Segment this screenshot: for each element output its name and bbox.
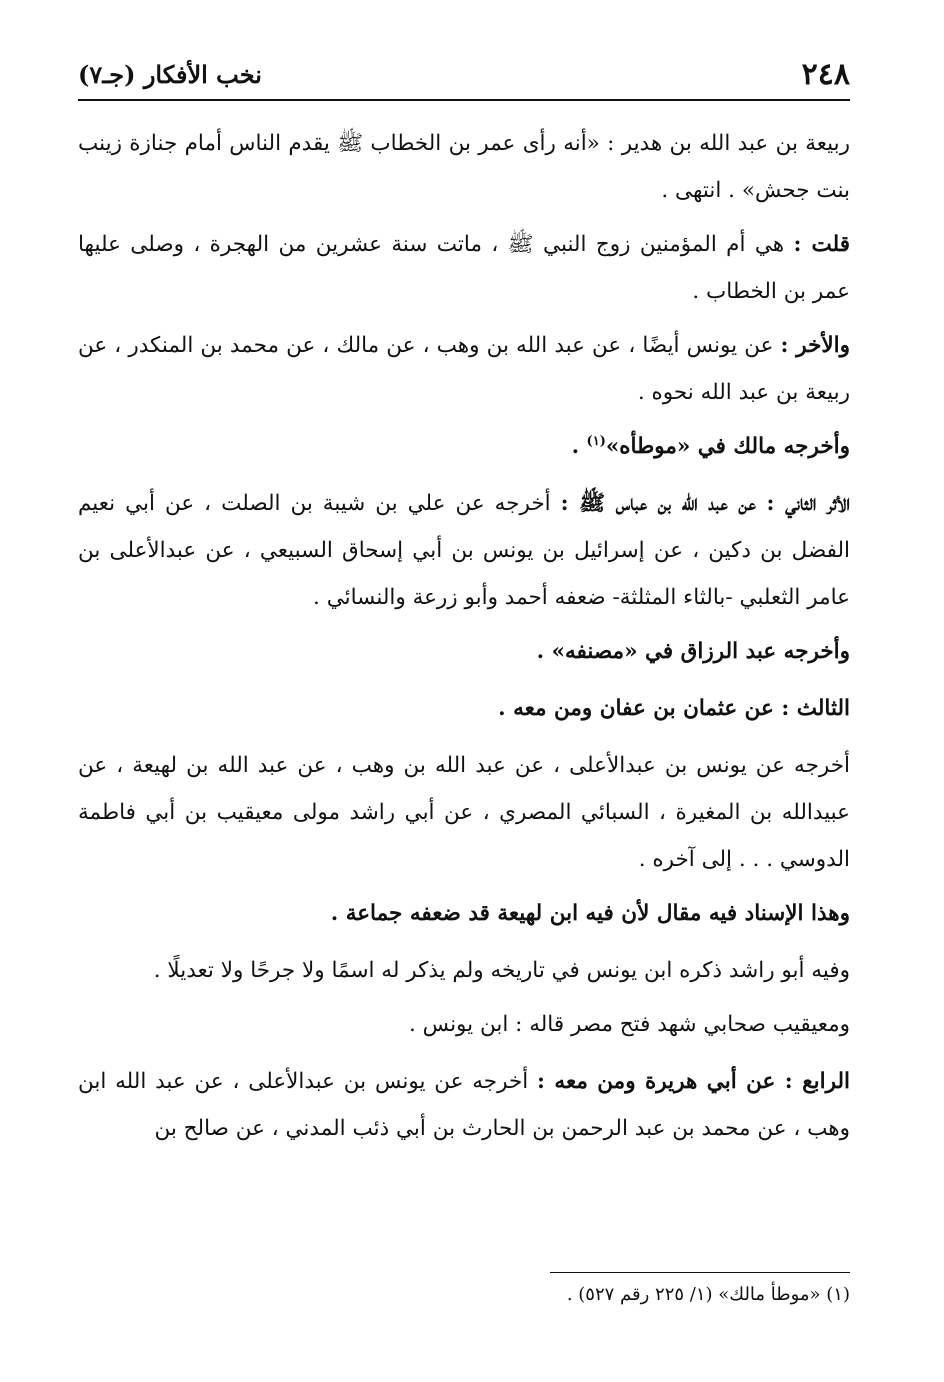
footnote-reference[interactable]: (١) xyxy=(586,433,606,449)
paragraph-1: ربيعة بن عبد الله بن هدير : «أنه رأى عمر بن الخطاب ﷺ يقدم الناس أمام جنازة زينب بنت جحش» . انتهى . xyxy=(78,131,850,203)
paragraph-2-lead: قلت : xyxy=(793,232,850,257)
page-header xyxy=(78,54,850,94)
page-body xyxy=(78,120,850,1159)
paragraph-9: وهذا الإسناد فيه مقال لأن فيه ابن لهيعة قد ضعفه جماعة . xyxy=(330,901,850,926)
header-rule xyxy=(78,99,850,101)
paragraph-4-end: . xyxy=(571,434,587,459)
paragraph-2-text: هي أم المؤمنين زوج النبي ﷺ ، ماتت سنة عشرين من الهجرة ، وصلى عليها عمر بن الخطاب . xyxy=(78,232,850,304)
footnote: (١) «موطأ مالك» (١/ ٢٢٥ رقم ٥٢٧) . xyxy=(566,1284,850,1305)
paragraph-12-lead: الرابع : عن أبي هريرة ومن معه : xyxy=(537,1069,850,1094)
paragraph-3 xyxy=(78,322,850,416)
paragraph-3-lead: والأخر : xyxy=(780,333,850,358)
paragraph-11: ومعيقيب صحابي شهد فتح مصر قاله : ابن يونس . xyxy=(408,1012,850,1037)
paragraph-2 xyxy=(78,221,850,315)
footnote-rule xyxy=(550,1272,850,1273)
page-number: ٢٤٨ xyxy=(801,56,850,92)
paragraph-4 xyxy=(78,423,850,470)
paragraph-4-text: وأخرجه مالك في «موطأه» xyxy=(605,434,850,459)
paragraph-5 xyxy=(78,480,850,621)
paragraph-12 xyxy=(78,1058,850,1152)
paragraph-3-text: عن يونس أيضًا ، عن عبد الله بن وهب ، عن مالك ، عن محمد بن المنكدر ، عن ربيعة بن عبد الله نحوه . xyxy=(78,333,850,405)
paragraph-12-text: أخرجه عن يونس بن عبدالأعلى ، عن عبد الله ابن وهب ، عن محمد بن عبد الرحمن بن الحارث بن أبي ذئب المدني ، عن صالح بن xyxy=(78,1069,850,1141)
paragraph-7: الثالث : عن عثمان بن عفان ومن معه . xyxy=(498,696,850,721)
paragraph-6: وأخرجه عبد الرزاق في «مصنفه» . xyxy=(536,639,850,664)
paragraph-5-text: أخرجه عن علي بن شيبة بن الصلت ، عن أبي نعيم الفضل بن دكين ، عن إسرائيل بن يونس بن أبي إسحاق السبيعي ، عن عبدالأعلى بن عامر الثعلبي -بالثاء المثلثة- ضعفه أحمد وأبو زرعة والنسائي . xyxy=(78,491,850,610)
paragraph-10: وفيه أبو راشد ذكره ابن يونس في تاريخه ولم يذكر له اسمًا ولا جرحًا ولا تعديلًا . xyxy=(153,958,850,983)
paragraph-8: أخرجه عن يونس بن عبدالأعلى ، عن عبد الله بن وهب ، عن عبد الله بن لهيعة ، عن عبيدالله بن المغيرة ، السبائي المصري ، عن أبي راشد مولى معيقيب بن أبي فاطمة الدوسي . . . إلى آخره . xyxy=(78,753,850,872)
running-title: نخب الأفكار (جـ٧) xyxy=(78,59,262,89)
paragraph-5-lead: الأثر الثاني : عن عبد الله بن عباس ﷺ : xyxy=(560,491,851,516)
